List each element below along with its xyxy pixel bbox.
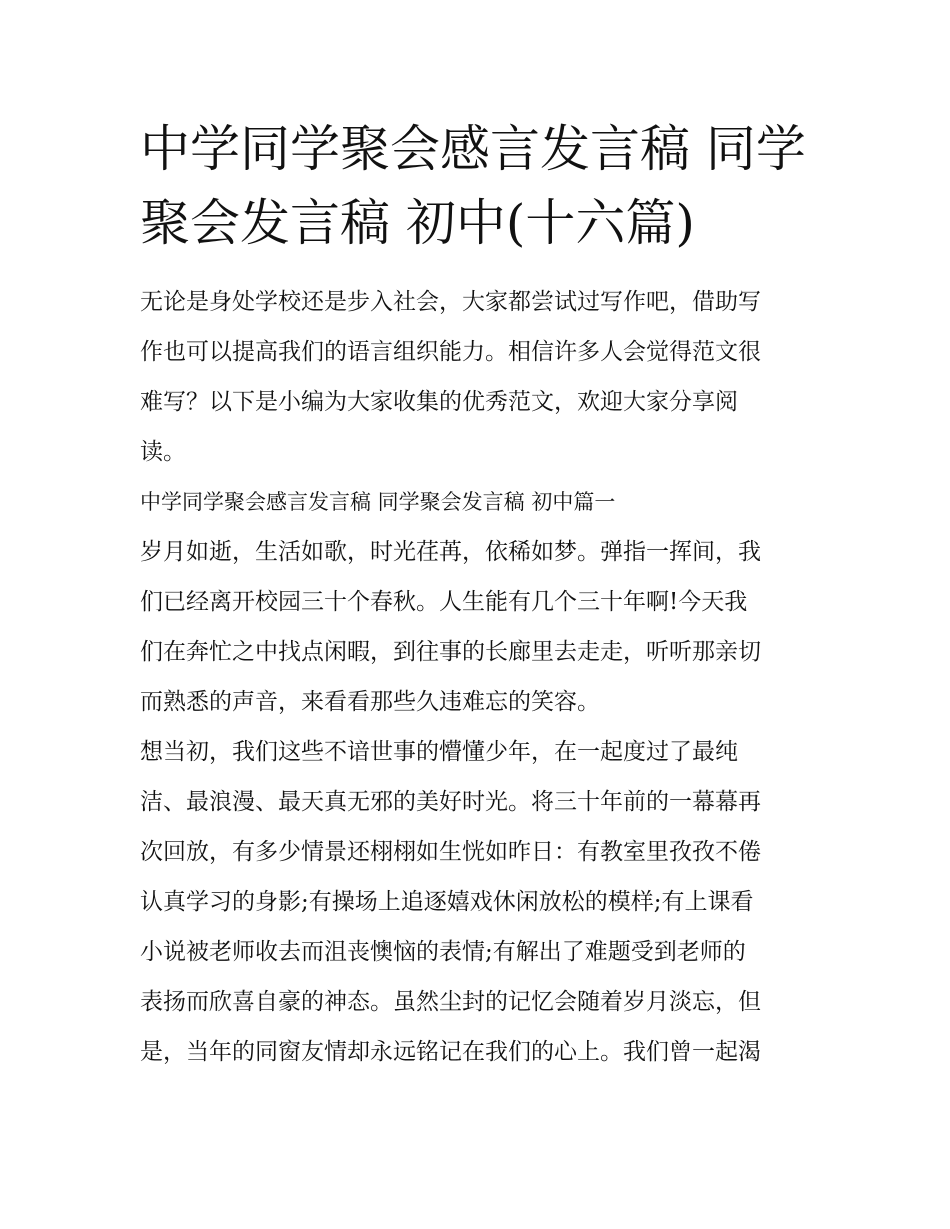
intro-line-2: 作也可以提高我们的语言组织能力。相信许多人会觉得范文很 <box>140 339 761 365</box>
paragraph-1-line-3: 们在奔忙之中找点闲暇，到往事的长廊里去走走，听听那亲切 <box>140 639 761 665</box>
paragraph-1-line-1: 岁月如逝，生活如歌，时光荏苒，依稀如梦。弹指一挥间，我 <box>140 539 761 565</box>
paragraph-2-line-5: 小说被老师收去而沮丧懊恼的表情;有解出了难题受到老师的 <box>140 939 746 965</box>
paragraph-2-line-3: 次回放，有多少情景还栩栩如生恍如昨日：有教室里孜孜不倦 <box>140 839 761 865</box>
paragraph-1-line-4: 而熟悉的声音，来看看那些久违难忘的笑容。 <box>140 689 600 715</box>
paragraph-2-line-6: 表扬而欣喜自豪的神态。虽然尘封的记忆会随着岁月淡忘，但 <box>140 989 761 1015</box>
intro-line-3: 难写？以下是小编为大家收集的优秀范文，欢迎大家分享阅 <box>140 389 738 415</box>
title-line-2: 聚会发言稿 初中(十六篇) <box>140 194 695 252</box>
paragraph-2-line-1: 想当初，我们这些不谙世事的懵懂少年，在一起度过了最纯 <box>140 739 738 765</box>
document-body <box>140 284 816 1084</box>
document-title <box>140 112 820 260</box>
paragraph-2-line-4: 认真学习的身影;有操场上追逐嬉戏休闲放松的模样;有上课看 <box>140 889 754 915</box>
section-heading: 中学同学聚会感言发言稿 同学聚会发言稿 初中篇一 <box>140 490 616 514</box>
paragraph-1-line-2: 们已经离开校园三十个春秋。人生能有几个三十年啊!今天我 <box>140 589 748 615</box>
paragraph-2-line-7: 是，当年的同窗友情却永远铭记在我们的心上。我们曾一起渴 <box>140 1039 761 1065</box>
intro-line-1: 无论是身处学校还是步入社会，大家都尝试过写作吧，借助写 <box>140 289 761 315</box>
intro-line-4: 读。 <box>140 439 186 465</box>
paragraph-2-line-2: 洁、最浪漫、最天真无邪的美好时光。将三十年前的一幕幕再 <box>140 789 761 815</box>
title-line-1: 中学同学聚会感言发言稿 同学 <box>140 120 806 178</box>
